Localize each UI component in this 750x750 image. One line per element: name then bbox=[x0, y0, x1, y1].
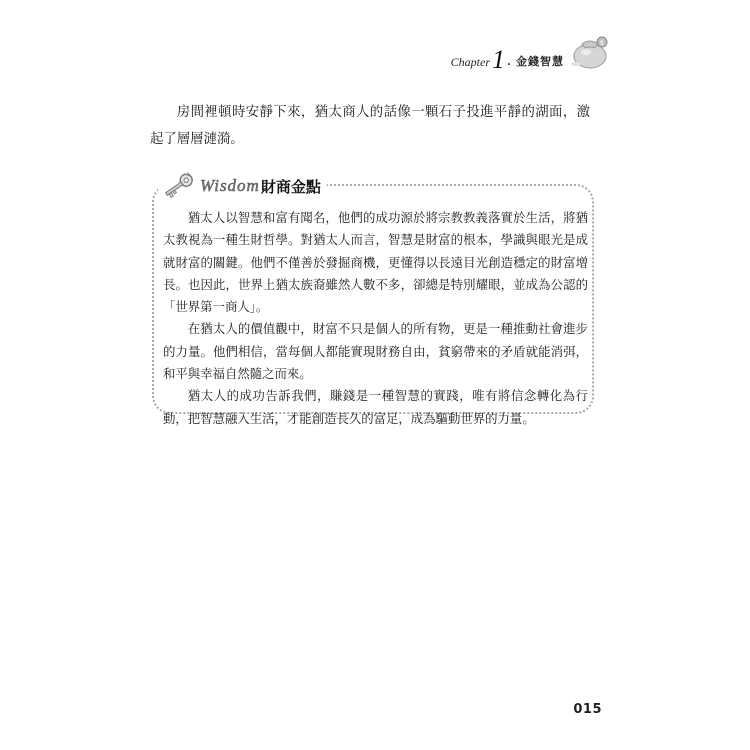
wisdom-heading bbox=[158, 166, 327, 206]
wisdom-body bbox=[163, 207, 588, 430]
intro-paragraph: 房間裡頓時安靜下來，猶太商人的話像一顆石子投進平靜的湖面，激起了層層漣漪。 bbox=[150, 105, 590, 147]
svg-text:$: $ bbox=[599, 39, 605, 47]
chapter-dot: . bbox=[507, 52, 511, 69]
wisdom-paragraph: 在猶太人的價值觀中，財富不只是個人的所有物，更是一種推動社會進步的力量。他們相信，當每個人都能實現財務自由，貧窮帶來的矛盾就能消弭，和平與幸福自然隨之而來。 bbox=[163, 321, 588, 382]
wisdom-paragraph: 猶太人以智慧和富有聞名，他們的成功源於將宗教教義落實於生活，將猶太教視為一種生財哲學。對猶太人而言，智慧是財富的根本，學識與眼光是成就財富的關鍵。他們不僅善於發掘商機，更懂得以長遠目光創造穩定的財富增長。也因此，世界上猶太族裔雖然人數不多，卻總是特別耀眼，並成為公認的「世界第一商人」。 bbox=[163, 210, 588, 315]
intro-text bbox=[150, 99, 590, 153]
chapter-title: 金錢智慧 bbox=[516, 55, 564, 68]
wisdom-label: Wisdom bbox=[200, 176, 260, 195]
money-bag-icon bbox=[568, 30, 610, 70]
page-number: 015 bbox=[573, 702, 602, 717]
chapter-word: Chapter bbox=[450, 55, 490, 69]
key-icon bbox=[158, 168, 198, 204]
wisdom-title: 財商金點 bbox=[260, 177, 321, 196]
wisdom-paragraph: 猶太人的成功告訴我們，賺錢是一種智慧的實踐，唯有將信念轉化為行動，把智慧融入生活，才能創造長久的富足，成為驅動世界的力量。 bbox=[163, 388, 588, 426]
chapter-number: 1 bbox=[492, 45, 505, 74]
